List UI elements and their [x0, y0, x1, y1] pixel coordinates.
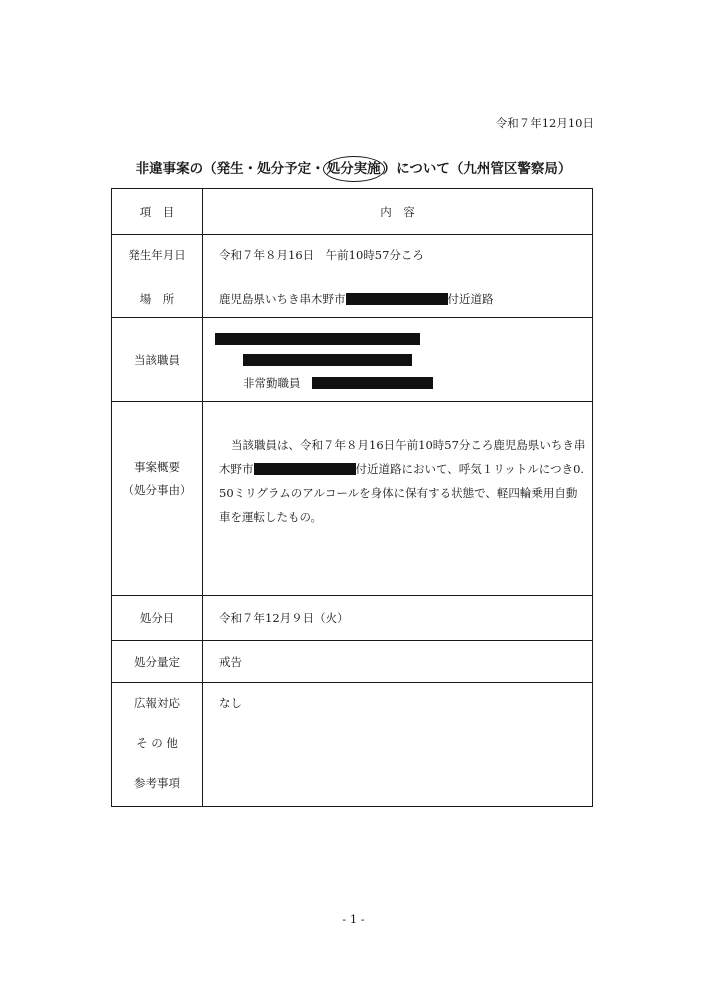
summary-line-2-prefix: 木野市	[219, 462, 254, 476]
summary-line-3: 50ミリグラムのアルコールを身体に保有する状態で、軽四輪乗用自動	[219, 486, 578, 500]
disposal-date-value: 令和７年12月９日（火）	[219, 611, 349, 625]
table-row-occurrence	[112, 235, 592, 318]
table-row-pr	[112, 683, 592, 806]
summary-sub-label: （処分事由）	[122, 483, 192, 497]
other-label: そ の 他	[136, 736, 178, 750]
title-circled-word: 処分実施	[323, 156, 385, 182]
pr-label: 広報対応	[134, 696, 180, 710]
summary-label: 事案概要	[134, 460, 180, 474]
staff-label: 当該職員	[134, 353, 180, 367]
occurrence-date-value: 令和７年８月16日 午前10時57分ころ	[219, 248, 424, 262]
page-number: - 1 -	[342, 912, 365, 926]
place-prefix: 鹿児島県いちき串木野市	[219, 292, 346, 306]
table-row-disposal-amount	[112, 641, 592, 683]
summary-text	[219, 433, 586, 529]
case-table	[111, 188, 593, 807]
pr-value: なし	[219, 696, 242, 710]
table-row-summary	[112, 402, 592, 596]
title-suffix: ）について（九州管区警察局）	[382, 161, 572, 177]
document-title	[0, 157, 707, 177]
redaction-bar	[215, 333, 420, 345]
staff-title-text: 非常勤職員	[243, 376, 301, 390]
staff-title	[243, 375, 433, 391]
title-prefix: 非違事案の（発生・処分予定・	[135, 161, 325, 177]
redaction-bar	[312, 377, 433, 389]
place-label: 場 所	[139, 292, 175, 306]
summary-line-1: 当該職員は、令和７年８月16日午前10時57分ころ鹿児島県いちき串	[231, 438, 586, 452]
table-header-row	[112, 189, 592, 235]
summary-line-4: 車を運転したもの。	[219, 510, 323, 524]
disposal-amount-label: 処分量定	[134, 655, 180, 669]
summary-line-2-suffix: 付近道路において、呼気１リットルにつき0.	[355, 462, 585, 476]
document-date: 令和７年12月10日	[495, 116, 594, 130]
header-content-label: 内 容	[380, 205, 415, 219]
summary-line-2	[219, 457, 585, 481]
disposal-amount-value: 戒告	[219, 655, 242, 669]
header-item-label: 項 目	[139, 205, 175, 219]
disposal-date-label: 処分日	[139, 611, 175, 625]
reference-label: 参考事項	[134, 776, 180, 790]
redaction-bar	[346, 293, 448, 305]
occurrence-date-label: 発生年月日	[128, 248, 186, 262]
table-row-disposal-date	[112, 596, 592, 641]
redaction-bar	[254, 463, 356, 475]
redaction-bar	[243, 354, 412, 366]
place-suffix: 付近道路	[447, 292, 494, 306]
table-row-staff	[112, 318, 592, 402]
place-value	[219, 291, 494, 307]
